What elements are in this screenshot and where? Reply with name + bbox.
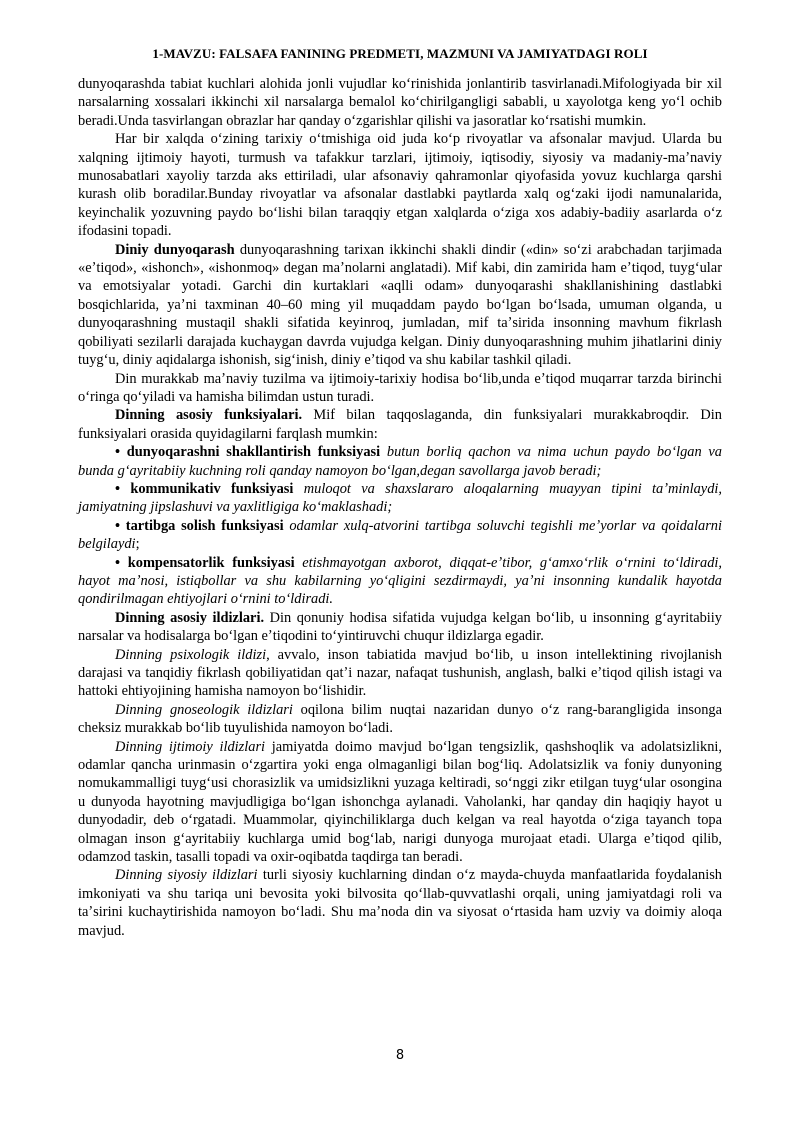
list-item-term: • kompensatorlik funksiyasi [115, 554, 295, 571]
paragraph-text: Mif bilan taqqoslaganda, din funksiyalari murakkabroqdir. Din funksiyalari orasida quyidagilarni farqlash mumkin: [78, 407, 722, 442]
list-item-description: odamlar xulq-atvorini tartibga soluvchi tegishli meʼyorlar va qoidalarni belgilaydi [78, 517, 722, 553]
paragraph-text: oqilona bilim nuqtai nazaridan dunyo oʻz rang-barangligida insonga cheksiz murakkab boʻlib tuyulishida namoyon boʻladi. [78, 701, 722, 737]
list-item-description: muloqot va shaxslararo aloqalarning muayyan tipini taʼminlaydi, jamiyatning jipslashuvi va yaxlitligiga koʻmaklashadi; [78, 480, 722, 516]
italic-term: Dinning psixologik ildizi, [115, 646, 270, 663]
paragraph [78, 701, 722, 738]
paragraph-text: Har bir xalqda oʻzining tarixiy oʻtmishiga oid juda koʻp rivoyatlar va afsonalar mavjud. Ularda bu xalqning ijtimoiy hayoti, turmush va tafakkur tarzlari, ijtimoiy, iqtisodiy, siyosiy va madaniy-maʼnaviy munosabatlari xayoliy tarzda aks ettiriladi, ular afsonaviy qahramonlar qiyofasida yovuz kuchlarga qarshi kurash olib boradilar.Bunday rivoyatlar va afsonalar dastlabki paytlarda xalq ogʻzaki ijodi namunalarida, keyinchalik yozuvning paydo boʻlishi bilan taraqqiy etgan xalqlarda oʻziga xos adabiy-badiiy asarlarda oʻz ifodasini topadi. [78, 131, 722, 240]
paragraph [78, 130, 722, 240]
list-item-tail: ; [135, 536, 140, 553]
paragraph [78, 866, 722, 940]
term-heading: Diniy dunyoqarash [115, 241, 235, 258]
paragraph-text: dunyoqarashning tarixan ikkinchi shakli dindir («din» soʻzi arabchadan tarjimada «eʼtiqod», «ishonch», «ishonmoq» degan maʼnolarni anglatadi). Mif kabi, din zamirida ham eʼtiqod, tuygʻular va emotsiyalar yotadi. Garchi din kurtaklari «aqlli odam» dunyoqarashi shakllanishining dastlabki bosqichlarida, yaʼni taxminan 40–60 ming yil muqaddam paydo boʻlgan boʻlsada, umuman olganda, u dunyoqarashning mustaqil shakli sifatida keyinroq, jumladan, mif taʼsirida insonning mavhum fikrlash qobiliyati sezilarli darajada kuchaygan davrda vujudga kelgan. Diniy dunyoqarashning muhim jihatlarini diniy tuygʻu, diniy aqidalarga ishonish, sigʻinish, diniy eʼtiqod va shu kabilar tashkil qiladi. [78, 241, 722, 369]
list-item-description: etishmayotgan axborot, diqqat-eʼtibor, gʻamxoʻrlik oʻrnini toʻldiradi, hayot maʼnosi, istiqbollar va shu kabilarning yoʻqligini sezdirmaydi, yaʼni insonning kundalik hayotda qondirilmagan ehtiyojlari oʻrnini toʻldiradi. [78, 554, 722, 608]
list-item-description: butun borliq qachon va nima uchun paydo boʻlgan va bunda gʻayritabiiy kuchning roli qanday namoyon boʻlgan,degan savollarga javob beradi; [78, 444, 722, 479]
paragraph [78, 406, 722, 443]
paragraph [78, 738, 722, 867]
list-item-term: • kommunikativ funksiyasi [115, 480, 294, 497]
list-item [78, 443, 722, 480]
section-heading: Dinning asosiy ildizlari. [115, 609, 265, 626]
chapter-header: 1-MAVZU: FALSAFA FANINING PREDMETI, MAZMUNI VA JAMIYATDAGI ROLI [152, 46, 648, 61]
paragraph-text: Din murakkab maʼnaviy tuzilma va ijtimoiy-tarixiy hodisa boʻlib,unda eʼtiqod muqarrar tarzda birinchi oʻringa qoʻyiladi va hamisha bilimdan ustun turadi. [78, 370, 722, 405]
list-item [78, 554, 722, 609]
paragraph [78, 646, 722, 701]
list-item-term: • dunyoqarashni shakllantirish funksiyasi [115, 444, 381, 461]
list-item [78, 480, 722, 517]
paragraph-text: Din qonuniy hodisa sifatida vujudga kelgan boʻlib, u insonning gʻayritabiiy narsalar va hodisalarga boʻlgan eʼtiqodini toʻyintiruvchi chuqur ildizlarga egadir. [78, 609, 723, 645]
paragraph-text: dunyoqarashda tabiat kuchlari alohida jonli vujudlar koʻrinishida jonlantirib tasvirlanadi.Mifologiyada bir xil narsalarning xossalari ikkinchi xil narsalarga bemalol koʻchirilgangligi sababli, u xayolotga keng yoʻl ochib beradi.Unda tasvirlangan obrazlar har qanday oʻzgarishlar qilishi va jasoratlar koʻrsatishi mumkin. [78, 76, 722, 129]
italic-term: Dinning gnoseologik ildizlari [115, 701, 293, 718]
section-heading: Dinning asosiy funksiyalari. [115, 407, 303, 424]
italic-term: Dinning siyosiy ildizlari [115, 867, 258, 884]
paragraph [78, 75, 722, 130]
paragraph-text: jamiyatda doimo mavjud boʻlgan tengsizlik, qashshoqlik va adolatsizlikni, odamlar qancha urinmasin oʻzgartira yoki enga olmaganligi bilan bogʻliq. Adolatsizlik va foniy dunyoning nomukammalligi tuygʻusi chorasizlik va umidsizlikni yuzaga keltiradi, soʻnggi zikr etilgan tuygʻular osongina u dunyoda hayotning mavjudligiga boʻlgan ishonchga aylanadi. Vaholanki, har qanday din haqiqiy hayot u dunyodadir, deb oʻrgatadi. Muammolar, qiyinchiliklarga duch kelgan va real hayotda oʻziga tayanch topa olmagan inson gʻayritabiiy kuchlarga umid bogʻlab, narigi dunyoga murojaat etadi. Ularga eʼtiqod qilib, odamzod taskin, tasalli topadi va oxir-oqibatda taqdirga tan beradi. [78, 738, 722, 866]
page-number: 8 [395, 1048, 405, 1063]
list-item-term: • tartibga solish funksiyasi [115, 517, 284, 534]
list-item [78, 517, 722, 554]
body-text [78, 75, 722, 940]
paragraph [78, 609, 722, 646]
paragraph-text: avvalo, inson tabiatida mavjud boʻlib, u inson intellektining rivojlanish darajasi va tanqidiy fikrlash qobiliyatidan qatʼi nazar, nafaqat tushunish, anglash, balki eʼtiqod qilish istagi va hattoki ehtiyojining hamisha namoyon boʻlishidir. [78, 646, 722, 700]
paragraph [78, 241, 722, 370]
italic-term: Dinning ijtimoiy ildizlari [115, 738, 266, 755]
paragraph-text: turli siyosiy kuchlarning dindan oʻz mayda-chuyda manfaatlarida foydalanish imkoniyati va shu tariqa uni bevosita yoki bilvosita qoʻllab-quvvatlashi orqali, uning jamiyatdagi roli va taʼsirini kuchaytirishida namoyon boʻladi. Shu maʼnoda din va siyosat oʻrtasida ham uzviy va doimiy aloqa mavjud. [78, 867, 722, 939]
paragraph [78, 370, 722, 407]
